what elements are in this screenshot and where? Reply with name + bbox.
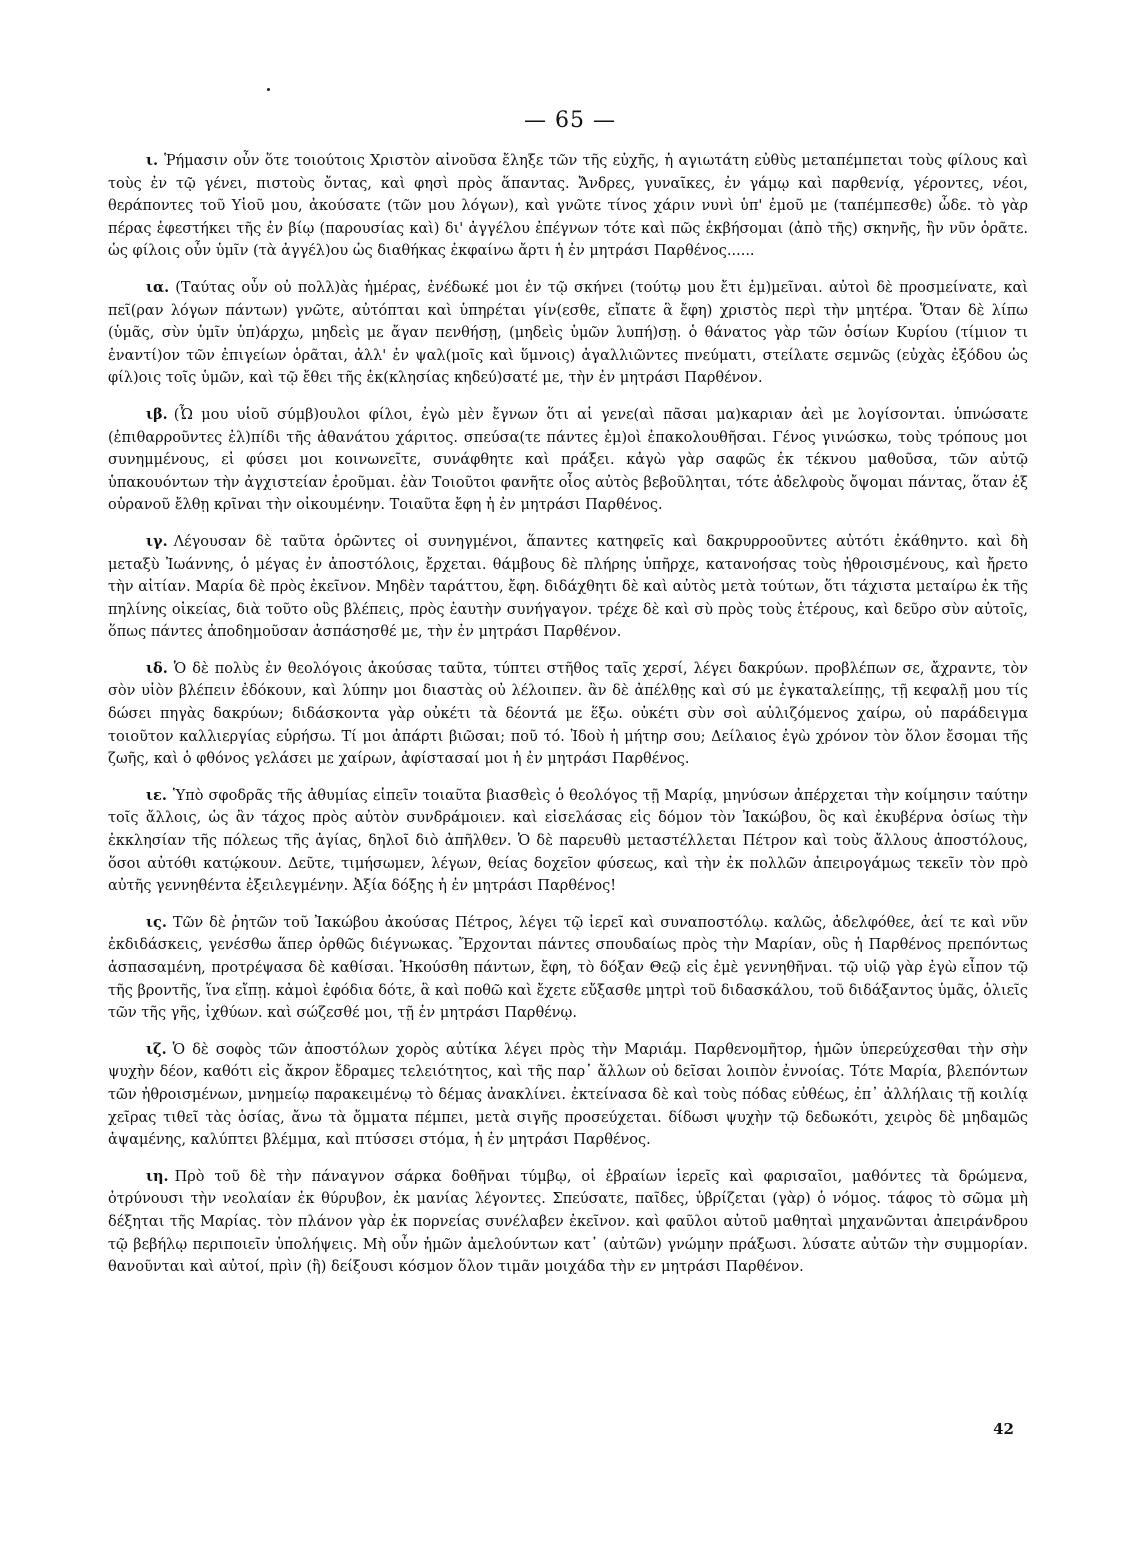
paragraph-17	[108, 1039, 1028, 1152]
page-number: — 65 —	[524, 108, 616, 133]
paragraph-number: ιβ.	[146, 405, 168, 423]
paragraph-number: ιζ.	[146, 1040, 167, 1058]
ink-speck	[267, 88, 270, 91]
paragraph-text: Ὁ δὲ σοφὸς τῶν ἀποστόλων χορὸς αὐτίκα λέγει πρὸς τὴν Μαριάμ. Παρθενομῆτορ, ἡμῶν ὑπερεύχεσθαι τὴν σὴν ψυχὴν δέον, καθότι εἰς ἄκρον ἔδραμες τελειότητος, καὶ τῆς παρ᾽ ἄλλων οὐ δεῖσαι λοιπὸν ἐννοίας. Τότε Μαρία, βλεπόντων τῶν ἠθροισμένων, μνημείῳ παρακειμένῳ τὸ δέμας ἀνακλίνει. ἐκτείνασα δὲ καὶ τοὺς πόδας εὐθέως, ἐπ᾽ ἀλλήλαις τῇ κοιλίᾳ χεῖρας τιθεῖ τὰς ὁσίας, ἄνω τὰ ὄμματα πέμπει, μετὰ σιγῆς προσεύχεται. δίδωσι ψυχὴν τῷ δεδωκότι, χειρὸς δὲ μηδαμῶς ἁψαμένης, καλύπτει βλέμμα, καὶ πτύσσει στόμα, ἡ ἐν μητράσι Παρθένος.	[108, 1041, 1028, 1149]
printer-signature-mark: 42	[993, 1420, 1014, 1438]
paragraph-14	[108, 658, 1028, 771]
paragraph-13	[108, 531, 1028, 644]
paragraph-12	[108, 404, 1028, 517]
paragraph-18	[108, 1166, 1028, 1279]
paragraph-text: Ὁ δὲ πολὺς ἐν θεολόγοις ἀκούσας ταῦτα, τύπτει στῆθος ταῖς χερσί, λέγει δακρύων. προβλέπων σε, ἄχραντε, τὸν σὸν υἱὸν βλέπειν ἐδόκουν, καὶ λύπην μοι διαστὰς οὐ λέλοιπεν. ἂν δὲ ἀπέλθῃς καὶ σύ με ἐγκαταλείπῃς, τῇ κεφαλῇ μου τίς δώσει πηγὰς δακρύων; διδάσκοντα γὰρ οὐκέτι τὰ δέοντά με ἕξω. οὐκέτι σὺν σοὶ αὐλιζόμενος χαίρω, οὐ παράδειγμα τοιοῦτον καλλιεργίας εὑρήσω. Τί μοι ἀπάρτι βιῶσαι; ποῦ τό. Ἰδοὺ ἡ μήτηρ σου; Δείλαιος ἐγὼ χρόνον τὸν ὅλον ἔσομαι τῆς ζωῆς, καὶ ὁ φθόνος γελάσει με χαίρων, ἀφίστασαί μοι ἡ ἐν μητράσι Παρθένος.	[108, 660, 1028, 768]
paragraph-15	[108, 785, 1028, 898]
paragraph-text: Πρὸ τοῦ δὲ τὴν πάναγνον σάρκα δοθῆναι τύμβῳ, οἱ ἑβραίων ἱερεῖς καὶ φαρισαῖοι, μαθόντες τὰ δρώμενα, ὀτρύνουσι τὴν νεολαίαν ἐκ θύρυβον, ἐκ μανίας λέγοντες. Σπεύσατε, παῖδες, ὑβρίζεται (γὰρ) ὁ νόμος. τάφος τὸ σῶμα μὴ δέξηται τῆς Μαρίας. τὸν πλάνον γὰρ ἐκ πορνείας συνέλαβεν ἐκεῖνον. καὶ φαῦλοι αὐτοῦ μαθηταὶ μηχανῶνται ἀπειράνδρου τῷ βεβήλῳ περιποιεῖν ὑπολήψεις. Μὴ οὖν ἡμῶν ἀμελούντων κατ᾽ (αὐτῶν) γνώμην πράξωσι. λύσατε αὐτῶν τὴν συμμορίαν. θανοῦνται καὶ αὐτοί, πρὶν (ἢ) δείξουσι κόσμον ὅλον τιμᾶν μοιχάδα τὴν εν μητράσι Παρθένον.	[108, 1168, 1028, 1276]
paragraph-number: ιγ.	[146, 532, 168, 550]
paragraph-number: ια.	[146, 278, 170, 296]
paragraph-text: Ὑπὸ σφοδρᾶς τῆς ἀθυμίας εἰπεῖν τοιαῦτα βιασθεὶς ὁ θεολόγος τῇ Μαρίᾳ, μηνύσων ἀπέρχεται τὴν κοίμησιν ταύτην τοῖς ἄλλοις, ὡς ἂν τάχος πρὸς αὐτὸν συνδράμοιεν. καὶ εἰσελάσας εἰς δόμον τὸν Ἰακώβου, ὃς καὶ ἐκυβέρνα ὁσίως τὴν ἐκκλησίαν τῆς πόλεως τῆς ἁγίας, δηλοῖ διὸ ἀπῆλθεν. Ὁ δὲ παρευθὺ μεταστέλλεται Πέτρον καὶ τοὺς ἄλλους ἀποστόλους, ὅσοι αὐτόθι κατῴκουν. Δεῦτε, τιμήσωμεν, λέγων, θείας δοχεῖον φύσεως, καὶ τὴν ἐκ πολλῶν ἀπειρογάμως τεκεῖν τὸν πρὸ αὐτῆς γεννηθέντα ἐξειλεγμένην. Ἀξία δόξης ἡ ἐν μητράσι Παρθένος!	[108, 787, 1028, 895]
paragraph-number: ιδ.	[146, 659, 168, 677]
paragraph-text: Ῥήμασιν οὖν ὅτε τοιούτοις Χριστὸν αἰνοῦσα ἔληξε τῶν τῆς εὐχῆς, ἡ αγιωτάτη εὐθὺς μεταπέμπεται τοὺς φίλους καὶ τοὺς ἐν τῷ γένει, πιστοὺς ὄντας, καὶ φησὶ πρὸς ἅπαντας. Ἄνδρες, γυναῖκες, ἐν γάμῳ καὶ παρθενίᾳ, γέροντες, νέοι, θεράποντες τοῦ Υἱοῦ μου, ἀκούσατε (τῶν μου λόγων), καὶ γνῶτε τίνος χάριν νυνὶ ὑπ' ἐμοῦ με (ταπέμπεσθε) ὧδε. τὸ γὰρ πέρας ἐφεστήκει τῆς ἐν βίῳ (παρουσίας καὶ) δι' ἀγγέλου ἐπέγνων τότε καὶ πῶς ἐκβήσομαι (ἀπὸ τῆς) σκηνῆς, ἣν νῦν ὁρᾶτε. ὡς φίλοις οὖν ὑμῖν (τὰ ἀγγέλ)ου ὡς διαθήκας ἐκφαίνω ἄρτι ἡ ἐν μητράσι Παρθένος......	[108, 153, 1028, 260]
paragraph-text: Λέγουσαν δὲ ταῦτα ὁρῶντες οἱ συνηγμένοι, ἅπαντες κατηφεῖς καὶ δακρυρροοῦντες αὐτότι ἐκάθηντο. καὶ δὴ μεταξὺ Ἰωάννης, ὁ μέγας ἐν ἀποστόλοις, ἔρχεται. θάμβους δὲ πλήρης ὑπῆρχε, κατανοήσας τοὺς ἠθροισμένους, καὶ ἤρετο τὴν αἰτίαν. Μαρία δὲ πρὸς ἐκεῖνον. Μηδὲν ταράττου, ἔφη. διδάχθητι δὲ καὶ αὐτὸς μετὰ τούτων, ὅτι τάχιστα μεταίρω ἐκ τῆς πηλίνης οἰκείας, διὰ τοῦτο οὓς βλέπεις, πρὸς ἑαυτὴν συνήγαγον. τρέχε δὲ καὶ σὺ πρὸς τοὺς ἑτέρους, καὶ δεῦρο σὺν αὐτοῖς, ὅπως πάντες ἀποδημοῦσαν ἀσπάσησθέ με, τὴν ἐν μητράσι Παρθένον.	[108, 533, 1028, 641]
paragraph-text: Τῶν δὲ ῥητῶν τοῦ Ἰακώβου ἀκούσας Πέτρος, λέγει τῷ ἱερεῖ καὶ συναποστόλῳ. καλῶς, ἀδελφόθεε, ἀεί τε καὶ νῦν ἐκδιδάσκεις, γενέσθω ἅπερ ὀρθῶς διέγνωκας. Ἔρχονται πάντες σπουδαίως πρὸς τὴν Μαρίαν, οὓς ἡ Παρθένος πρεπόντως ἀσπασαμένη, προτρέψασα δὲ καθίσαι. Ἠκούσθη πάντων, ἔφη, τὸ δόξαν Θεῷ εἰς ἐμὲ γεννηθῆναι. τῷ υἱῷ γὰρ ἐγὼ εἶπον τῷ τῆς βροντῆς, ἵνα εἴπῃ. κἀμοὶ ἐφόδια δότε, ἃ καὶ ποθῶ καὶ ἔχετε εὔξασθε μητρὶ τοῦ διδασκάλου, τοῦ διδάξαντος ὑμᾶς, ὁλιεῖς τῶν τῆς γῆς, ἰχθύων. καὶ σώζεσθέ μοι, τῇ ἐν μητράσι Παρθένῳ.	[108, 914, 1028, 1022]
paragraph-text: (Ταύτας οὖν οὐ πολλ)ὰς ἡμέρας, ἐνέδωκέ μοι ἐν τῷ σκήνει (τούτῳ μου ἔτι ἐμ)μεῖναι. αὐτοὶ δὲ προσμείνατε, καὶ πεῖ(ραν λόγων πάντων) γνῶτε, αὐτόπται καὶ ὑπηρέται γίν(εσθε, εἴπατε ἃ ἔφη) χριστὸς περὶ τὴν μητέρα. Ὅταν δὲ λίπω (ὑμᾶς, σὺν ὑμῖν ὑπ)άρχω, μηδεὶς με ἄγαν πενθήσῃ, (μηδεὶς ὑμῶν λυπή)σῃ. ὁ θάνατος γὰρ τῶν ὁσίων Κυρίου (τίμιον τι ἐναντί)ον τῶν ἐπιγείων ὁρᾶται, ἀλλ' ἐν ψαλ(μοῖς καὶ ὕμνοις) ἀγαλλιῶντες πνεύματι, στείλατε σεμνῶς (εὐχὰς ἐξόδου ὡς φίλ)οις τοῖς ὑμῶν, καὶ τῷ ἔθει τῆς ἐκ(κλησίας κηδεύ)σατέ με, τὴν ἐν μητράσι Παρθένον.	[108, 279, 1028, 387]
paragraph-16	[108, 912, 1028, 1025]
paragraph-10	[108, 150, 1028, 263]
paragraph-number: ιη.	[146, 1167, 169, 1185]
paragraph-number: ις.	[146, 913, 167, 931]
main-text	[108, 150, 1028, 1293]
paragraph-number: ιε.	[146, 786, 167, 804]
paragraph-number: ι.	[146, 152, 159, 169]
paragraph-text: (Ὦ μου υἱοῦ σύμβ)ουλοι φίλοι, ἐγὼ μὲν ἔγνων ὅτι αἱ γενε(αὶ πᾶσαι μα)καριαν ἀεὶ με λογίσονται. ὑπνώσατε (ἐπιθαρροῦντες ἐλ)πίδι τῆς ἀθανάτου χάριτος. σπεύσα(τε πάντες ἐμ)οὶ ἐπακολουθῆσαι. Γένος γινώσκω, τοὺς τρόπους μοι συνημμένους, εἰ φύσει μοι κοινωνεῖτε, συνάφθητε καὶ πράξει. κἀγὼ γὰρ σαφῶς ἐκ τέκνου μαθοῦσα, τῶν αὐτῷ ὑπακουόντων τὴν ἀγχιστείαν ἐροῦμαι. ἐὰν Τοιοῦτοι φανῆτε οἷος αὐτὸς βεβοῦληται, τότε ἀδελφοὺς ὄψομαι πάντας, ὅταν ἐξ οὐρανοῦ ἔλθῃ κρῖναι τὴν οἰκουμένην. Τοιαῦτα ἔφη ἡ ἐν μητράσι Παρθένος.	[108, 406, 1028, 514]
paragraph-11	[108, 277, 1028, 390]
